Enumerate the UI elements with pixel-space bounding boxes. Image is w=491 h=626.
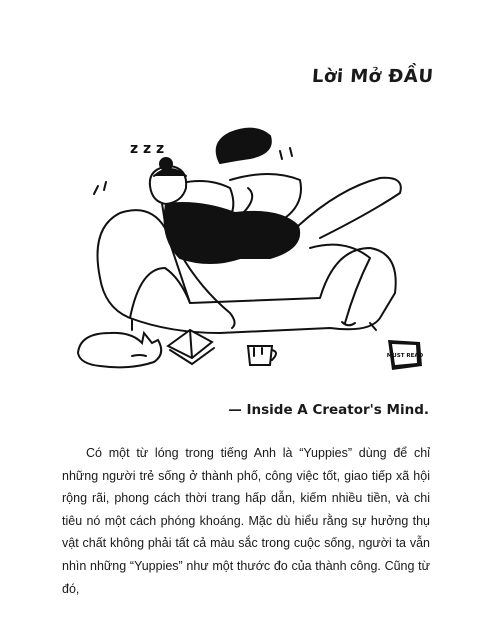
body-text [62,442,430,600]
svg-text:MUST READ: MUST READ [386,353,424,359]
sleep-letters: z z z [130,141,165,157]
mug [248,346,272,365]
dream-bubble [217,129,271,163]
paragraph: Có một từ lóng trong tiếng Anh là “Yuppies” dùng để chỉ những người trẻ sống ở thành phố, công việc tốt, giao tiếp xã hội rộng rãi, phong cách thời trang hấp dẫn, kiếm nhiều tiền, và chi tiêu nó một cách phóng khoáng. Mặc dù hiểu rằng sự hưởng thụ vật chất không phải tất cả màu sắc trong cuộc sống, người ta vẫn nhìn những “Yuppies” như một thước đo của thành công. Cũng từ đó, [62,446,430,596]
must-read-badge [387,340,424,370]
cat [78,333,161,367]
chapter-title: Lời Mở ĐẦU [310,66,434,87]
chapter-subtitle: — Inside A Creator's Mind. [228,402,429,418]
sleeping-woman-on-sofa-illustration [70,118,440,388]
